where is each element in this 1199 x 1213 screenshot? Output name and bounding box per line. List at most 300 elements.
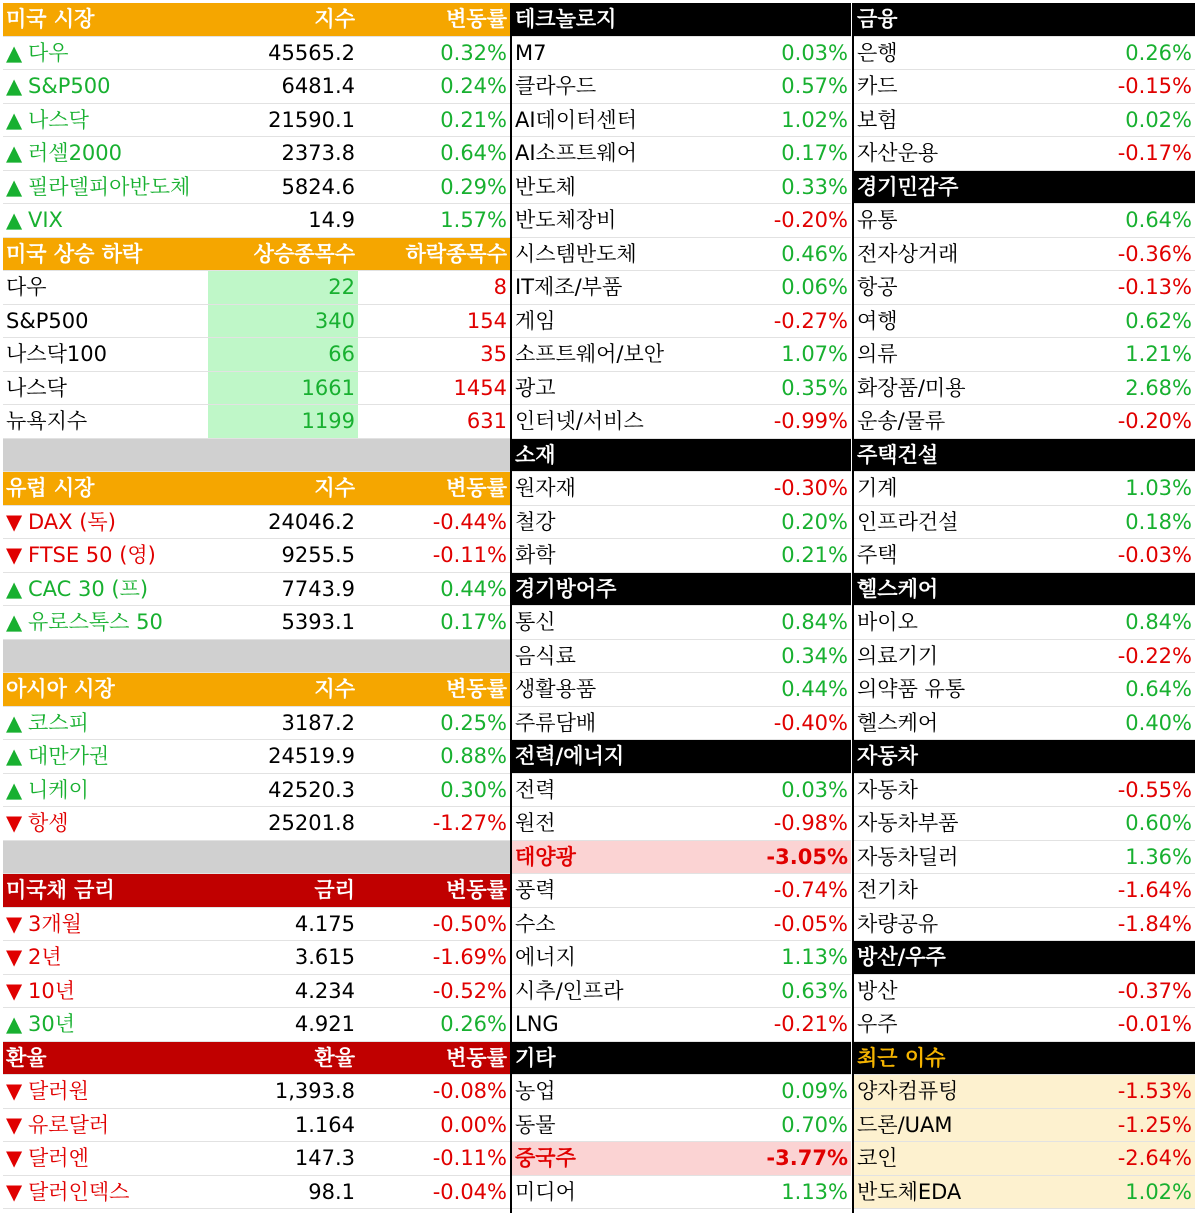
change-percent: -0.27% [773,308,848,333]
table-row [854,372,1195,406]
index-value: 5824.6 [281,174,355,199]
label-text: 전기차 [857,878,918,902]
table-row [854,841,1195,875]
index-value: 7743.9 [281,576,355,601]
row-label [3,941,208,974]
table-row [854,908,1195,942]
table-row [854,305,1195,339]
section-header [512,573,851,607]
index-value: 4.175 [294,911,355,936]
table-row [3,807,510,841]
label-text: 아시아 시장 [6,677,115,701]
label-text: 미국 시장 [6,7,95,31]
table-row [3,405,510,439]
table-row [512,506,851,540]
change-percent: 0.06% [781,275,848,299]
sectors-column-2 [854,3,1195,1209]
table-row [854,539,1195,573]
index-value: 1,393.8 [274,1079,355,1103]
table-row [3,1142,510,1176]
up-triangle-icon: ▲ [6,1012,23,1036]
table-row [854,37,1195,71]
decliners-count: 35 [480,342,507,366]
table-row [512,908,851,942]
down-triangle-icon: ▼ [6,811,23,835]
index-value: 3.615 [294,945,355,969]
table-row [512,1142,851,1176]
table-row [512,807,851,841]
table-row [512,204,851,238]
decliners-count: 1454 [453,375,507,400]
table-row [512,171,851,205]
label-text: 태양광 [515,844,576,869]
index-value: 147.3 [294,1146,355,1170]
change-percent: 0.40% [1125,710,1192,735]
table-row [3,573,510,607]
table-row [512,1008,851,1042]
change-percent: 0.17% [440,610,507,634]
change-percent: 0.25% [440,710,507,735]
row-label [3,405,208,438]
row-label [3,807,208,840]
label-text: 경기방어주 [515,576,617,601]
index-value: 1.164 [294,1112,355,1137]
table-row [854,807,1195,841]
column-header: 변동률 [446,878,507,902]
label-text: 드론/UAM [857,1112,953,1137]
label-text: FTSE 50 (영) [28,543,156,567]
decliners-count: 8 [493,275,507,299]
change-percent: 0.17% [781,141,848,165]
label-text: 니케이 [28,777,89,802]
label-text: 러셀2000 [28,141,123,165]
column-divider [510,3,512,1213]
label-text: 시스템반도체 [515,241,637,266]
change-percent: 0.57% [781,74,848,98]
label-text: 2년 [28,945,62,969]
label-text: 생활용품 [515,677,597,701]
table-row [854,204,1195,238]
label-text: 카드 [857,74,898,98]
column-header: 변동률 [446,1045,507,1070]
change-percent: -0.44% [432,509,507,534]
index-value: 25201.8 [268,811,355,835]
up-triangle-icon: ▲ [6,107,23,132]
change-percent: -0.99% [773,409,848,433]
table-row [512,405,851,439]
row-label [3,908,208,941]
table-row [512,271,851,305]
label-text: 방산/우주 [857,945,946,969]
up-triangle-icon: ▲ [6,40,23,65]
label-text: 유럽 시장 [6,476,95,500]
label-text: 전력/에너지 [515,744,625,768]
section-header [3,874,510,908]
section-spacer [3,439,510,473]
section-title [3,874,208,907]
label-text: IT제조/부품 [515,275,623,299]
change-percent: 0.03% [781,40,848,65]
label-text: 경기민감주 [857,174,959,199]
advancers-count: 1661 [208,372,358,405]
label-text: 철강 [515,509,556,534]
label-text: 나스닥 [28,107,89,132]
table-row [854,104,1195,138]
row-label [3,37,208,70]
table-row [512,707,851,741]
label-text: 양자컴퓨팅 [857,1079,959,1103]
table-row [3,908,510,942]
section-header [512,439,851,473]
change-percent: 0.32% [440,40,507,65]
label-text: 은행 [857,40,898,65]
table-row [512,539,851,573]
table-row [854,70,1195,104]
table-row [512,640,851,674]
change-percent: 0.46% [781,241,848,266]
column-header [1045,171,1195,204]
index-value: 45565.2 [268,40,355,65]
change-percent: -0.08% [432,1079,507,1103]
label-text: 반도체 [515,174,576,199]
label-text: 클라우드 [515,74,597,98]
label-text: 다우 [28,40,69,65]
label-text: 3개월 [28,911,82,936]
change-percent: 0.21% [440,107,507,132]
change-percent: 0.02% [1125,107,1192,132]
row-label [3,1075,208,1108]
section-header [3,1042,510,1076]
table-row [512,338,851,372]
column-header [1045,3,1195,36]
table-row [512,1109,851,1143]
column-header: 상승종목수 [253,241,355,266]
table-row [512,975,851,1009]
label-text: 유로스톡스 50 [28,610,163,634]
index-value: 2373.8 [281,141,355,165]
change-percent: 0.03% [781,777,848,802]
table-row [3,70,510,104]
table-row [3,171,510,205]
label-text: 자산운용 [857,141,939,165]
down-triangle-icon: ▼ [6,509,23,534]
section-header [854,3,1195,37]
index-value: 98.1 [308,1179,355,1204]
up-triangle-icon: ▲ [6,777,23,802]
table-row [854,640,1195,674]
label-text: 시추/인프라 [515,978,624,1003]
table-row [512,137,851,171]
table-row [3,104,510,138]
table-row [854,1142,1195,1176]
row-label [3,606,208,639]
label-text: 다우 [6,275,47,299]
index-value: 6481.4 [281,74,355,98]
change-percent: 0.30% [440,777,507,802]
row-label [3,1142,208,1175]
label-text: 기계 [857,476,898,500]
change-percent: 1.02% [1125,1179,1192,1204]
column-header [701,573,851,606]
column-header: 변동률 [446,677,507,701]
change-percent: 0.64% [440,141,507,165]
up-triangle-icon: ▲ [6,610,23,634]
advancers-count: 66 [208,338,358,371]
section-header [3,472,510,506]
column-divider [852,3,854,1213]
label-text: 테크놀로지 [515,7,617,31]
change-percent: -0.11% [432,543,507,567]
label-text: 주택 [857,543,898,567]
label-text: DAX (독) [28,509,116,534]
change-percent: 0.70% [781,1112,848,1137]
table-row [512,1176,851,1210]
label-text: 의류 [857,342,898,366]
section-header [512,3,851,37]
table-row [854,975,1195,1009]
row-label [3,204,208,237]
label-text: 원자재 [515,476,576,500]
label-text: 미국 상승 하락 [6,241,143,266]
change-percent: 0.64% [1125,677,1192,701]
up-triangle-icon: ▲ [6,576,23,601]
label-text: 게임 [515,308,556,333]
table-row [512,941,851,975]
change-percent: -0.37% [1117,978,1192,1003]
table-row [512,673,851,707]
table-row [854,238,1195,272]
label-text: 농업 [515,1079,556,1103]
table-row [854,271,1195,305]
column-header: 금리 [314,878,355,902]
label-text: 나스닥100 [6,342,107,366]
table-row [3,271,510,305]
column-header [701,1042,851,1075]
change-percent: -0.50% [432,911,507,936]
table-row [854,1008,1195,1042]
table-row [3,774,510,808]
index-value: 4.921 [294,1012,355,1036]
change-percent: 0.84% [1125,610,1192,634]
change-percent: -0.36% [1117,241,1192,266]
index-value: 3187.2 [281,710,355,735]
index-value: 14.9 [308,208,355,232]
change-percent: 0.26% [1125,40,1192,65]
label-text: 인터넷/서비스 [515,409,644,433]
table-row [3,975,510,1009]
change-percent: 0.18% [1125,509,1192,534]
table-row [512,372,851,406]
table-row [3,506,510,540]
change-percent: 1.02% [781,107,848,132]
section-header [512,740,851,774]
column-header: 변동률 [446,7,507,31]
label-text: 풍력 [515,878,556,902]
label-text: 10년 [28,978,76,1003]
section-spacer [3,640,510,674]
section-header [854,941,1195,975]
label-text: 차량공유 [857,911,939,936]
index-value: 9255.5 [281,543,355,567]
label-text: 전자상거래 [857,241,959,266]
column-header [1045,439,1195,472]
label-text: 나스닥 [6,375,67,400]
section-header [3,238,510,272]
section-spacer [3,841,510,875]
change-percent: -2.64% [1117,1146,1192,1170]
label-text: S&P500 [6,308,89,333]
label-text: 헬스케어 [857,710,939,735]
label-text: 보험 [857,107,898,132]
table-row [3,740,510,774]
decliners-count: 631 [466,409,507,433]
change-percent: -3.77% [766,1146,848,1170]
label-text: 소재 [515,442,556,467]
index-value: 21590.1 [268,107,355,132]
label-text: 주류담배 [515,710,597,735]
table-row [3,338,510,372]
label-text: 대만가권 [28,744,110,768]
down-triangle-icon: ▼ [6,1146,23,1170]
change-percent: -0.13% [1117,275,1192,299]
table-row [854,673,1195,707]
label-text: 화장품/미용 [857,375,966,400]
change-percent: 0.44% [440,576,507,601]
table-row [854,774,1195,808]
down-triangle-icon: ▼ [6,1079,23,1103]
table-row [512,37,851,71]
table-row [3,137,510,171]
down-triangle-icon: ▼ [6,543,23,567]
table-row [512,305,851,339]
label-text: 유로달러 [28,1112,110,1137]
row-label [3,338,208,371]
label-text: 수소 [515,911,556,936]
change-percent: -0.22% [1117,643,1192,668]
change-percent: -0.17% [1117,141,1192,165]
index-value: 42520.3 [268,777,355,802]
table-row [3,539,510,573]
label-text: 중국주 [515,1146,576,1170]
label-text: 자동차 [857,744,918,768]
label-text: 헬스케어 [857,576,939,601]
label-text: 미국채 금리 [6,878,115,902]
table-row [3,1176,510,1210]
markets-column [3,3,510,1209]
table-row [854,1176,1195,1210]
label-text: 코인 [857,1146,898,1170]
section-title [3,1042,208,1075]
column-header [1045,740,1195,773]
section-header [3,3,510,37]
change-percent: 0.33% [781,174,848,199]
change-percent: -0.05% [773,911,848,936]
change-percent: -0.52% [432,978,507,1003]
sectors-column-1 [512,3,851,1209]
label-text: 방산 [857,978,898,1003]
down-triangle-icon: ▼ [6,978,23,1003]
index-value: 24046.2 [268,509,355,534]
change-percent: -0.01% [1117,1012,1192,1036]
change-percent: -0.74% [773,878,848,902]
label-text: 의약품 유통 [857,677,966,701]
row-label [3,137,208,170]
label-text: 반도체EDA [857,1179,962,1204]
label-text: 기타 [515,1045,556,1070]
table-row [3,1008,510,1042]
label-text: 통신 [515,610,556,634]
section-header [854,1042,1195,1076]
label-text: 환율 [6,1045,47,1070]
column-header [701,740,851,773]
label-text: LNG [515,1012,559,1036]
table-row [512,841,851,875]
change-percent: 0.44% [781,677,848,701]
section-header [854,439,1195,473]
label-text: 항공 [857,275,898,299]
row-label [3,774,208,807]
label-text: 원전 [515,811,556,835]
label-text: 화학 [515,543,556,567]
change-percent: -0.11% [432,1146,507,1170]
table-row [854,707,1195,741]
label-text: 달러인덱스 [28,1179,130,1204]
change-percent: -1.84% [1117,911,1192,936]
change-percent: -1.27% [432,811,507,835]
decliners-count: 154 [466,308,507,333]
table-row [512,238,851,272]
label-text: 운송/물류 [857,409,946,433]
change-percent: 0.60% [1125,811,1192,835]
row-label [3,1109,208,1142]
section-title [3,3,208,36]
change-percent: -0.20% [1117,409,1192,433]
label-text: 우주 [857,1012,898,1036]
label-text: 음식료 [515,643,576,668]
change-percent: 0.62% [1125,308,1192,333]
label-text: VIX [28,208,63,232]
change-percent: -1.64% [1117,878,1192,902]
change-percent: 1.07% [781,342,848,366]
column-header: 환율 [314,1045,355,1070]
change-percent: 0.29% [440,174,507,199]
label-text: 30년 [28,1012,76,1036]
change-percent: -1.53% [1117,1079,1192,1103]
table-row [512,606,851,640]
label-text: 뉴욕지수 [6,409,88,433]
column-header [1045,1042,1195,1075]
table-row [3,1075,510,1109]
label-text: 코스피 [28,710,89,735]
row-label [3,539,208,572]
label-text: 최근 이슈 [857,1045,946,1070]
table-row [3,37,510,71]
label-text: 광고 [515,375,556,400]
row-label [3,707,208,740]
row-label [3,171,208,204]
down-triangle-icon: ▼ [6,1112,23,1137]
label-text: 바이오 [857,610,918,634]
index-value: 4.234 [294,978,355,1003]
label-text: 달러엔 [28,1146,89,1170]
change-percent: 1.13% [781,1179,848,1204]
section-header [3,673,510,707]
row-label [3,271,208,304]
table-row [512,472,851,506]
label-text: 전력 [515,777,556,802]
change-percent: -1.69% [432,945,507,969]
label-text: 유통 [857,208,898,232]
